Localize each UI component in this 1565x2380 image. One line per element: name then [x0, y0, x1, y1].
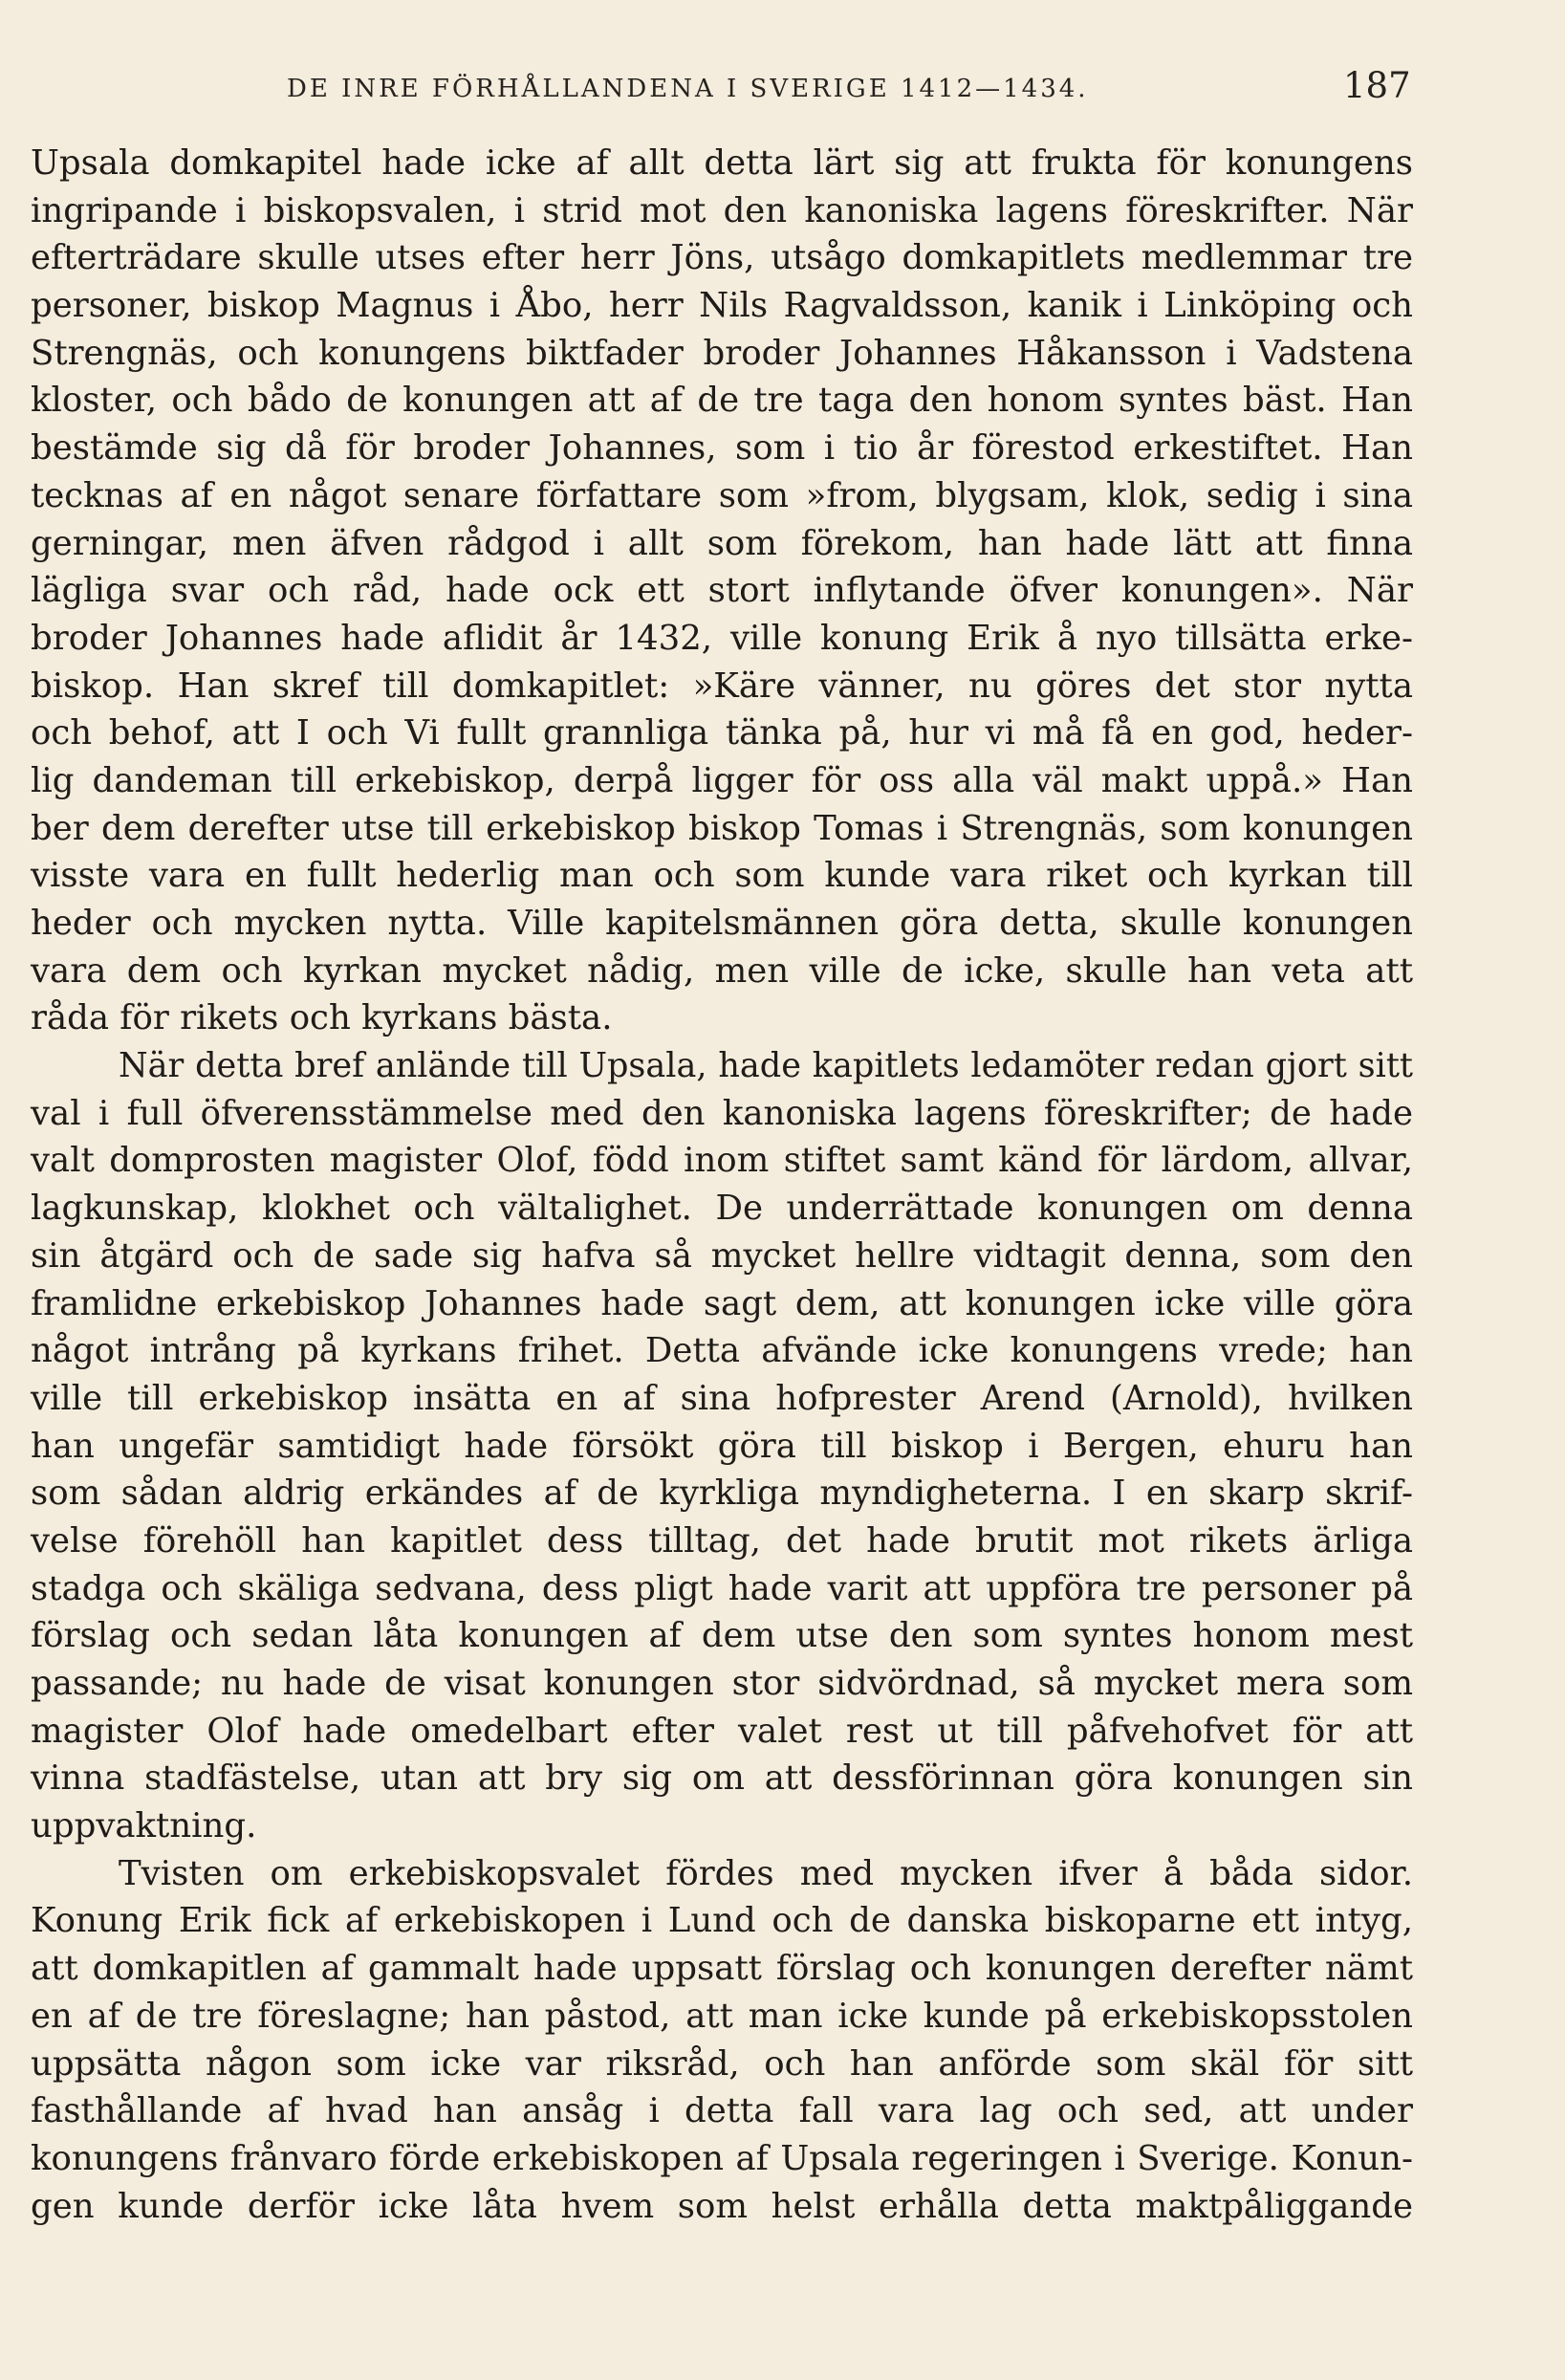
text-line: Upsala domkapitel hade icke af allt detta lärt sig att frukta för konungens	[31, 143, 1413, 183]
text-line: ingripande i biskopsvalen, i strid mot den kanoniska lagens föreskrifter. När	[31, 190, 1413, 230]
text-line: val i full öfverensstämmelse med den kanoniska lagens föreskrifter; de hade	[31, 1093, 1413, 1133]
text-line: tecknas af en något senare författare som »from, blygsam, klok, sedig i sina	[31, 475, 1413, 515]
text-line: gen kunde derför icke låta hvem som helst erhålla detta maktpåliggande	[31, 2186, 1413, 2226]
paragraph-end-line: råda för rikets och kyrkans bästa.	[31, 998, 613, 1038]
text-line: efterträdare skulle utses efter herr Jöns, utsågo domkapitlets medlemmar tre	[31, 238, 1413, 278]
text-line: velse förehöll han kapitlet dess tilltag, det hade brutit mot rikets ärliga	[31, 1520, 1413, 1561]
text-line: förslag och sedan låta konungen af dem utse den som syntes honom mest	[31, 1616, 1413, 1656]
text-line: framlidne erkebiskop Johannes hade sagt dem, att konungen icke ville göra	[31, 1283, 1413, 1323]
text-line: lägliga svar och råd, hade ock ett stort inflytande öfver konungen». När	[31, 571, 1413, 611]
text-line: gerningar, men äfven rådgod i allt som förekom, han hade lätt att finna	[31, 523, 1413, 563]
page-number: 187	[1343, 65, 1411, 106]
text-line: heder och mycken nytta. Ville kapitelsmännen göra detta, skulle konungen	[31, 904, 1413, 943]
text-line: personer, biskop Magnus i Åbo, herr Nils Ragvaldsson, kanik i Linköping och	[31, 286, 1413, 326]
text-line: bestämde sig då för broder Johannes, som i tio år förestod erkestiftet. Han	[31, 428, 1413, 469]
text-line: lagkunskap, klokhet och vältalighet. De underrättade konungen om denna	[31, 1189, 1413, 1229]
text-line: lig dandeman till erkebiskop, derpå ligger för oss alla väl makt uppå.» Han	[31, 760, 1413, 800]
text-line: som sådan aldrig erkändes af de kyrkliga myndigheterna. I en skarp skrif-	[31, 1474, 1413, 1514]
text-line: sin åtgärd och de sade sig hafva så mycket hellre vidtagit denna, som den	[31, 1235, 1413, 1276]
text-line: att domkapitlen af gammalt hade uppsatt förslag och konungen derefter nämt	[31, 1949, 1413, 1989]
text-line: en af de tre föreslagne; han påstod, att man icke kunde på erkebiskopsstolen	[31, 1996, 1413, 2036]
text-line: han ungefär samtidigt hade försökt göra till biskop i Bergen, ehuru han	[31, 1426, 1413, 1466]
running-title: DE INRE FÖRHÅLLANDENA I SVERIGE 1412—1434.	[287, 75, 1089, 103]
text-line: visste vara en fullt hederlig man och som kunde vara riket och kyrkan till	[31, 856, 1413, 896]
text-line: passande; nu hade de visat konungen stor sidvördnad, så mycket mera som	[31, 1664, 1413, 1703]
text-line: ville till erkebiskop insätta en af sina hofprester Arend (Arnold), hvilken	[31, 1378, 1413, 1418]
text-line: valt domprosten magister Olof, född inom stiftet samt känd för lärdom, allvar,	[31, 1141, 1413, 1181]
paragraph-end-line: uppvaktning.	[31, 1806, 257, 1846]
text-line: vara dem och kyrkan mycket nådig, men ville de icke, skulle han veta att	[31, 950, 1413, 991]
text-line: uppsätta någon som icke var riksråd, och han anförde som skäl för sitt	[31, 2043, 1413, 2084]
text-line: konungens frånvaro förde erkebiskopen af Upsala regeringen i Sverige. Konun-	[31, 2138, 1413, 2178]
text-line: ber dem derefter utse till erkebiskop biskop Tomas i Strengnäs, som konungen	[31, 808, 1413, 848]
body-text	[31, 140, 1413, 2230]
text-line: något intrång på kyrkans frihet. Detta afvände icke konungens vrede; han	[31, 1331, 1413, 1371]
text-line: och behof, att I och Vi fullt grannliga tänka på, hur vi må få en god, heder-	[31, 713, 1413, 753]
text-line: broder Johannes hade aflidit år 1432, ville konung Erik å nyo tillsätta erke-	[31, 618, 1413, 658]
text-line: magister Olof hade omedelbart efter valet rest ut till påfvehofvet för att	[31, 1711, 1413, 1751]
text-line: Strengnäs, och konungens biktfader broder Johannes Håkansson i Vadstena	[31, 333, 1413, 373]
text-line: stadga och skäliga sedvana, dess pligt hade varit att uppföra tre personer på	[31, 1568, 1413, 1608]
text-line: fasthållande af hvad han ansåg i detta fall vara lag och sed, att under	[31, 2091, 1413, 2131]
text-line: kloster, och bådo de konungen att af de tre taga den honom syntes bäst. Han	[31, 381, 1413, 421]
text-line: Konung Erik fick af erkebiskopen i Lund och de danska biskoparne ett intyg,	[31, 1901, 1413, 1941]
text-line: biskop. Han skref till domkapitlet: »Käre vänner, nu göres det stor nytta	[31, 666, 1413, 706]
paragraph-start-line: När detta bref anlände till Upsala, hade kapitlets ledamöter redan gjort sitt	[119, 1046, 1413, 1086]
paragraph-start-line: Tvisten om erkebiskopsvalet fördes med mycken ifver å båda sidor.	[119, 1853, 1413, 1893]
text-line: vinna stadfästelse, utan att bry sig om att dessförinnan göra konungen sin	[31, 1758, 1413, 1799]
